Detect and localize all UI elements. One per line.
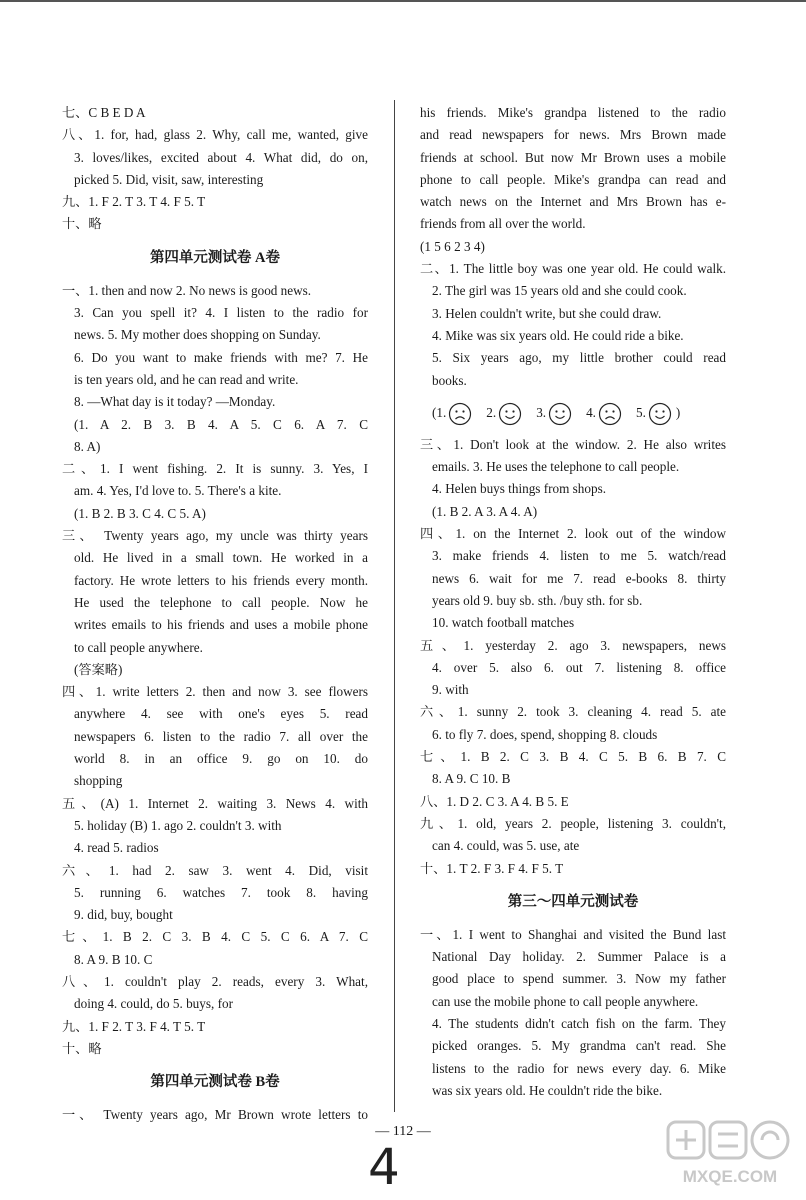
answer-line: and read newspapers for news. Mrs Brown made — [420, 127, 726, 143]
face-answer-row: (1. 2. 3. 4. 5. ) — [420, 392, 726, 434]
answer-line: old. He lived in a small town. He worked in a — [74, 550, 368, 566]
answer-line: newspapers 6. listen to the radio 7. all over the — [74, 728, 368, 744]
answer-line: anywhere 4. see with one's eyes 5. read — [74, 706, 368, 722]
sad-face-icon — [448, 402, 472, 426]
answer-line: 九、1. F 2. T 3. T 4. F 5. T — [62, 194, 206, 210]
answer-line: 3. loves/likes, excited about 4. What did, do on, — [74, 149, 368, 165]
answer-line: news. 5. My mother does shopping on Sunday. — [74, 327, 321, 343]
answer-line: 5. holiday (B) 1. ago 2. couldn't 3. with — [74, 817, 282, 833]
answer-line: 九、1. old, years 2. people, listening 3. couldn't, — [420, 815, 726, 831]
face-answer-number: 4. — [586, 404, 596, 420]
watermark-text: MXQE.COM — [682, 1167, 778, 1186]
answer-line: emails. 3. He uses the telephone to call people. — [432, 459, 680, 475]
section-title: 第三～四单元测试卷 — [507, 893, 639, 910]
answer-line: 七、1. B 2. C 3. B 4. C 5. B 6. B 7. C — [420, 749, 726, 765]
answer-line: 五、(A) 1. Internet 2. waiting 3. News 4. with — [62, 795, 368, 811]
answer-line: 一、1. I went to Shanghai and visited the Bund last — [420, 926, 726, 942]
answer-line: 4. The students didn't catch fish on the farm. They — [432, 1015, 726, 1031]
answer-line: (1. B 2. A 3. A 4. A) — [432, 503, 538, 519]
answer-line: writes emails to his friends and uses a mobile phone — [74, 617, 368, 633]
answer-line: 一、 Twenty years ago, Mr Brown wrote letters to — [62, 1107, 368, 1123]
answer-line: 8. A 9. C 10. B — [432, 771, 511, 787]
answer-line: 6. to fly 7. does, spend, shopping 8. clouds — [432, 726, 658, 742]
answer-line: 4. Mike was six years old. He could ride a bike. — [432, 327, 684, 343]
happy-face-icon — [648, 402, 672, 426]
answer-line: shopping — [74, 773, 123, 789]
answer-line: (答案略) — [74, 661, 123, 677]
answer-line: 10. watch football matches — [432, 615, 575, 631]
answer-line: picked 5. Did, visit, saw, interesting — [74, 171, 264, 187]
answer-line: He used the telephone to call people. Now he — [74, 594, 368, 610]
answer-line: 七、1. B 2. C 3. B 4. C 5. C 6. A 7. C — [62, 929, 368, 945]
answer-line: was six years old. He couldn't ride the bike. — [432, 1082, 663, 1098]
answer-line: 三、1. Don't look at the window. 2. He also writes — [420, 436, 726, 452]
answer-line: 九、1. F 2. T 3. F 4. T 5. T — [62, 1018, 206, 1034]
answer-line: friends at school. But now Mr Brown uses a mobile — [420, 149, 726, 165]
face-answer-number: 5. — [635, 404, 646, 420]
answer-line: news 6. wait for me 7. read e-books 8. thirty — [432, 570, 726, 586]
answer-line: 3. Helen couldn't write, but she could draw. — [432, 305, 662, 321]
answer-line: 9. with — [432, 682, 469, 698]
sad-face-icon — [598, 402, 622, 426]
answer-line: 十、略 — [62, 216, 102, 232]
answer-line: 六、1. sunny 2. took 3. cleaning 4. read 5. ate — [420, 704, 726, 720]
answer-line: 一、1. then and now 2. No news is good news. — [62, 282, 312, 298]
answer-line: phone to call people. Mike's grandpa can read and — [420, 171, 726, 187]
page-number: — 112 — — [375, 1124, 431, 1139]
answer-line: can use the mobile phone to call people anywhere. — [432, 993, 699, 1009]
answer-line: 四、1. on the Internet 2. look out of the window — [420, 526, 726, 542]
answer-line: National Day holiday. 2. Summer Palace is a — [432, 949, 726, 965]
answer-line: friends from all over the world. — [420, 216, 586, 232]
answer-line: 8. —What day is it today? —Monday. — [74, 394, 276, 410]
column-divider — [394, 100, 395, 1112]
answer-line: 四、1. write letters 2. then and now 3. see flowers — [62, 684, 368, 700]
answer-line: his friends. Mike's grandpa listened to the radio — [420, 105, 726, 120]
answer-line: 9. did, buy, bought — [74, 907, 173, 923]
answer-line: listens to the radio for news every day. 6. Mike — [432, 1060, 726, 1076]
answer-line: 4. Helen buys things from shops. — [432, 481, 606, 497]
answer-line: 4. read 5. radios — [74, 840, 159, 856]
answer-line: factory. He wrote letters to his friends every month. — [74, 572, 368, 588]
answer-line: 8. A) — [74, 438, 101, 454]
happy-face-icon — [548, 402, 572, 426]
answer-line: picked oranges. 5. My grandma can't read. She — [432, 1038, 726, 1054]
answer-line: 八、1. for, had, glass 2. Why, call me, wanted, give — [62, 127, 368, 143]
section-title: 第四单元测试卷 A卷 — [149, 249, 281, 266]
answer-line: good place to spend summer. 3. Now my father — [432, 971, 726, 987]
answer-line: 七、C B E D A — [62, 105, 146, 120]
answer-line: (1 5 6 2 3 4) — [420, 238, 485, 254]
answer-line: (1. B 2. B 3. C 4. C 5. A) — [74, 505, 206, 521]
answer-line: 十、1. T 2. F 3. F 4. F 5. T — [420, 860, 564, 876]
answer-line: 6. Do you want to make friends with me? 7. He — [74, 349, 368, 365]
answer-line: 十、略 — [62, 1040, 102, 1056]
watermark-logo — [664, 1118, 796, 1190]
answer-line: 二、1. The little boy was one year old. He could walk. — [420, 261, 726, 277]
answer-line: (1. A 2. B 3. B 4. A 5. C 6. A 7. C — [74, 416, 368, 432]
answer-line: 八、1. couldn't play 2. reads, every 3. What, — [62, 973, 368, 989]
top-border-line — [0, 0, 806, 2]
answer-line: 3. Can you spell it? 4. I listen to the radio for — [74, 305, 368, 321]
answer-line: years old 9. buy sb. sth. /buy sth. for sb. — [432, 592, 643, 608]
face-answer-number: 3. — [536, 404, 547, 420]
answer-line: 8. A 9. B 10. C — [74, 951, 153, 967]
happy-face-icon — [498, 402, 522, 426]
answer-line: books. — [432, 372, 467, 388]
face-answer-number: 1. — [436, 404, 447, 420]
answer-line: doing 4. could, do 5. buys, for — [74, 996, 233, 1012]
answer-line: can 4. could, was 5. use, ate — [432, 838, 580, 854]
section-title: 第四单元测试卷 B卷 — [150, 1074, 280, 1091]
answer-line: 5. running 6. watches 7. took 8. having — [74, 884, 368, 900]
answer-line: is ten years old, and he can read and write. — [74, 371, 299, 387]
answer-line: to call people anywhere. — [74, 639, 203, 655]
answer-line: 3. make friends 4. listen to me 5. watch/read — [432, 548, 726, 564]
answer-line: 六、1. had 2. saw 3. went 4. Did, visit — [62, 862, 368, 878]
answer-line: 二、1. I went fishing. 2. It is sunny. 3. Yes, I — [62, 461, 368, 477]
answer-line: 三、 Twenty years ago, my uncle was thirty years — [62, 528, 368, 544]
answer-line: 4. over 5. also 6. out 7. listening 8. office — [432, 659, 726, 675]
face-answer-number: 2. — [486, 404, 497, 420]
answer-line: 2. The girl was 15 years old and she could cook. — [432, 283, 687, 299]
right-answer-column — [420, 102, 726, 1102]
answer-line: watch news on the Internet and Mrs Brown has e- — [420, 194, 726, 210]
answer-line: 八、1. D 2. C 3. A 4. B 5. E — [420, 793, 569, 809]
answer-line: 5. Six years ago, my little brother could read — [432, 350, 726, 366]
left-answer-column — [62, 102, 368, 1126]
answer-line: am. 4. Yes, I'd love to. 5. There's a kite. — [74, 483, 282, 499]
answer-line: world 8. in an office 9. go on 10. do — [74, 751, 368, 767]
handwritten-mark: 4 — [368, 1138, 400, 1196]
answer-line: 五、1. yesterday 2. ago 3. newspapers, news — [420, 637, 726, 653]
